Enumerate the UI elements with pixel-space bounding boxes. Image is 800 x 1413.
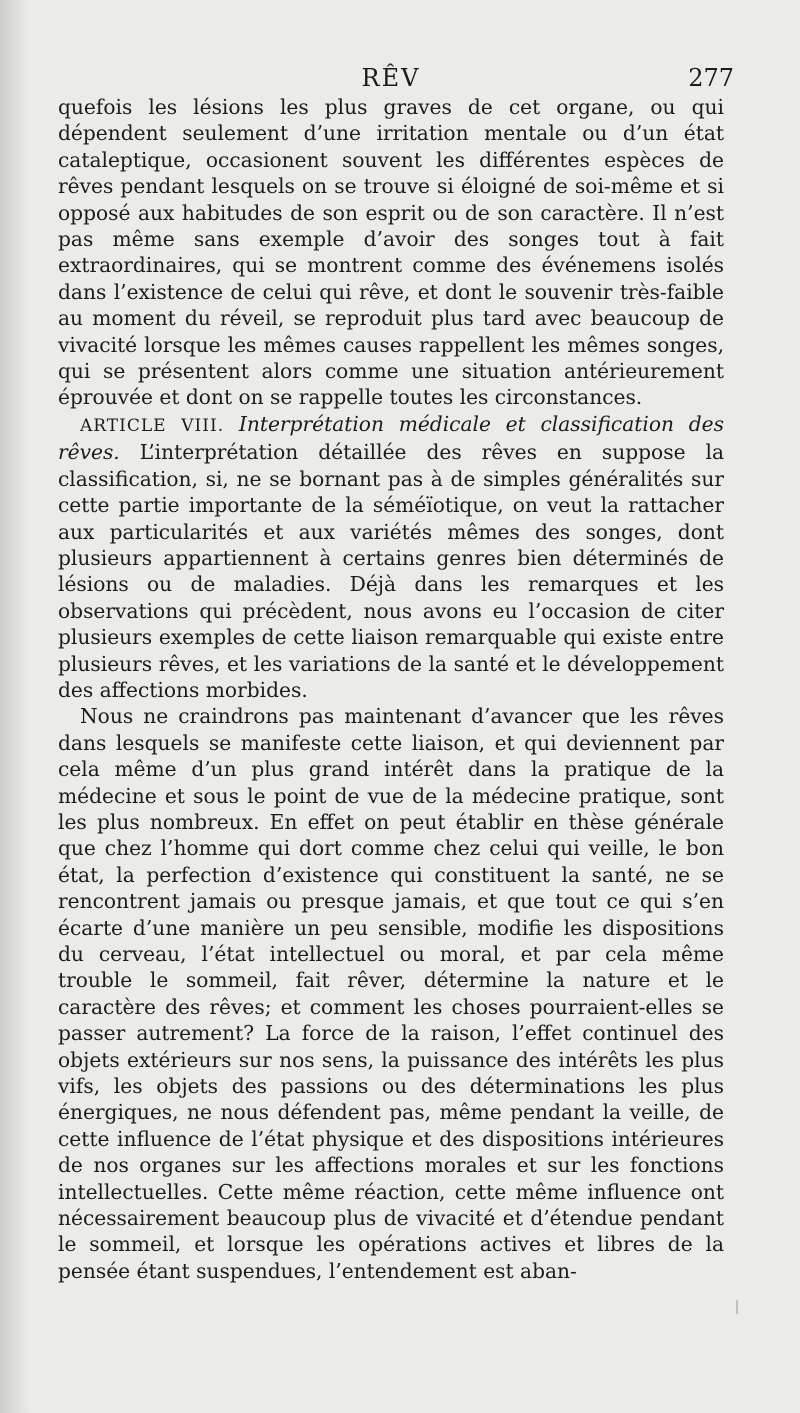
article-label: ARTICLE VIII. <box>80 415 225 436</box>
page-header <box>58 60 734 94</box>
margin-mark <box>736 1300 738 1314</box>
article-text: L’interprétation détaillée des rêves en suppose la classification, si, ne se bornant pas à de simples généralités sur cette partie importante de la séméïotique, on veut la rattacher aux particularités et aux variétés mêmes des songes, dont plusieurs appartiennent à certains genres bien déterminés de lésions ou de maladies. Déjà dans les remarques et les observations qui précèdent, nous avons eu l’occasion de citer plusieurs exemples de cette liaison remarquable qui existe entre plusieurs rêves, et les variations de la santé et le développement des affections morbides. <box>58 440 724 702</box>
running-head: RÊV <box>361 64 421 92</box>
article-title: Interprétation médicale et classification des rêves. <box>58 411 724 465</box>
paragraph-continuation: quefois les lésions les plus graves de cet organe, ou qui dépendent seulement d’une irritation mentale ou d’un état cataleptique, occasionent souvent les différentes espèces de rêves pendant lesquels on se trouve si éloigné de soi-même et si opposé aux habitudes de son esprit ou de son caractère. Il n’est pas même sans exemple d’avoir des songes tout à fait extraordinaires, qui se montrent comme des événemens isolés dans l’existence de celui qui rêve, et dont le souvenir très-faible au moment du réveil, se reproduit plus tard avec beaucoup de vivacité lorsque les mêmes causes rappellent les mêmes songes, qui se présentent alors comme une situation antérieurement éprouvée et dont on se rappelle toutes les circonstances. <box>58 95 724 410</box>
page-number: 277 <box>688 64 734 92</box>
body-text <box>58 94 724 1284</box>
paragraph-nous-ne-craindrons: Nous ne craindrons pas maintenant d’avancer que les rêves dans lesquels se manifeste cette liaison, et qui deviennent par cela même d’un plus grand intérêt dans la pratique de la médecine et sous le point de vue de la médecine pratique, sont les plus nombreux. En effet on peut établir en thèse générale que chez l’homme qui dort comme chez celui qui veille, le bon état, la perfection d’existence qui constituent la santé, ne se rencontrent jamais ou presque jamais, et que tout ce qui s’en écarte d’une manière un peu sensible, modifie les dispositions du cerveau, l’état intellectuel ou moral, et par cela même trouble le sommeil, fait rêver, détermine la nature et le caractère des rêves; et comment les choses pourraient-elles se passer autrement? La force de la raison, l’effet continuel des objets extérieurs sur nos sens, la puissance des intérêts les plus vifs, les objets des passions ou des déterminations les plus énergiques, ne nous défendent pas, même pendant la veille, de cette influence de l’état physique et des dispositions intérieures de nos organes sur les affections morales et sur les fonctions intellectuelles. Cette même réaction, cette même influence ont nécessairement beaucoup plus de vivacité et d’étendue pendant le sommeil, et lorsque les opérations actives et libres de la pensée étant suspendues, l’entendement est aban- <box>58 704 724 1283</box>
paragraph-article-viii <box>58 411 724 703</box>
binding-shadow <box>0 0 30 1413</box>
